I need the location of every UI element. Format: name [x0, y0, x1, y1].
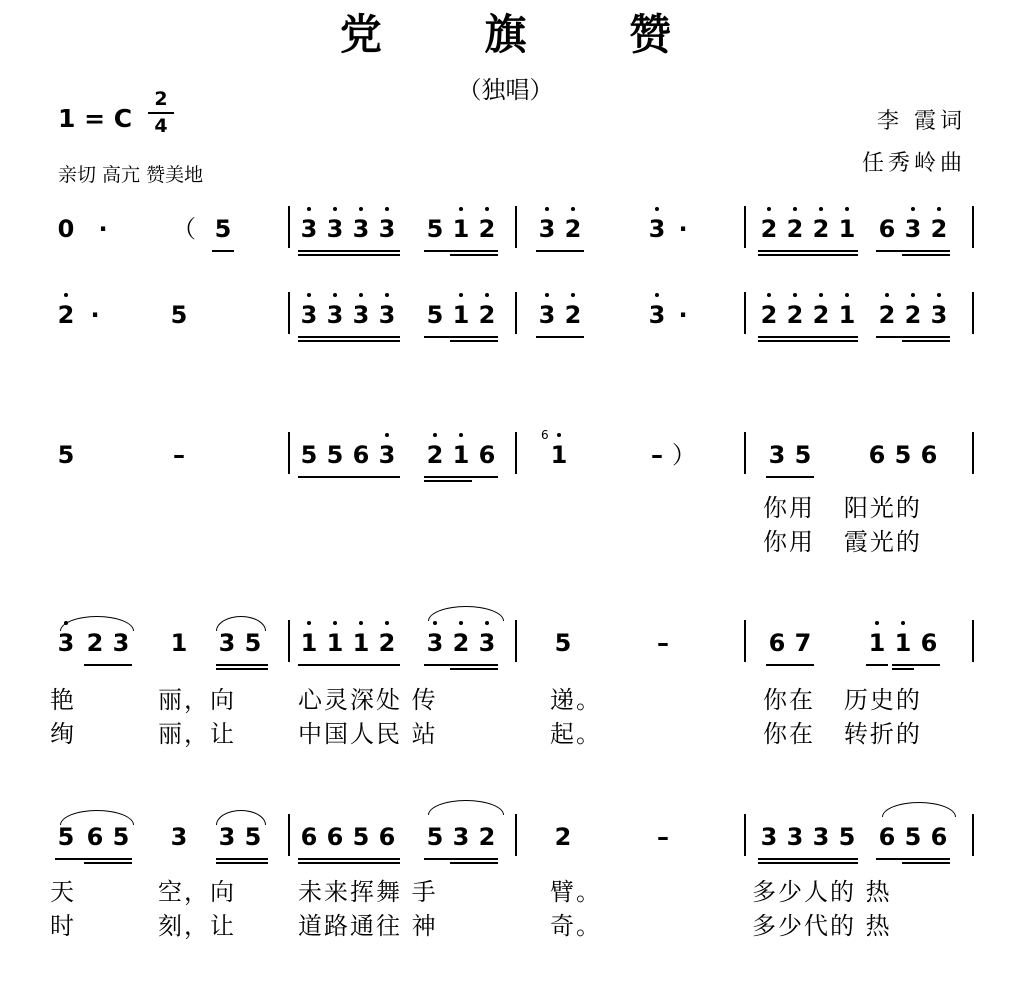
lyric-line-3-verse-2: 你用 霞光的 [763, 528, 922, 556]
lyric-5-2-v2: 刻，让 [158, 912, 236, 940]
lyric-5-5-v2: 多少代的 热 [752, 912, 892, 940]
lyric-5-5-v1: 多少人的 热 [752, 878, 892, 906]
lyric-4-2-v2: 丽，让 [158, 720, 236, 748]
lyric-4-2-v1: 丽，向 [158, 686, 236, 714]
lyric-4-1-v2: 绚 [50, 720, 76, 748]
meter-top: 2 [154, 88, 168, 110]
lyric-5-4-v2: 奇。 [550, 912, 602, 940]
composer-credit: 任秀岭曲 [861, 151, 966, 176]
lyric-4-1-v1: 艳 [50, 686, 76, 714]
song-title: 党 旗 赞 [339, 10, 716, 59]
lyric-4-5-v2: 你在 转折的 [763, 720, 922, 748]
score-line-2: 2 · 5 3 3 3 3 5 1 2 3 2 3 · 2 2 2 1 2 2 3 [0, 300, 1011, 360]
grace-note: 6 [541, 428, 549, 442]
score-line-4: 3 2 3 1 3 5 1 1 1 2 3 2 3 5 – 6 7 1 1 6 [0, 628, 1011, 688]
score-line-3: 5 – 5 5 6 3 2 1 6 6 1 – ） 3 5 6 5 6 [0, 440, 1011, 500]
lyric-line-3-verse-1: 你用 阳光的 [763, 494, 922, 522]
lyric-5-3-v2: 道路通往 神 [298, 912, 438, 940]
song-subtitle: （独唱） [457, 76, 554, 104]
lyric-5-4-v1: 臂。 [550, 878, 602, 906]
lyric-4-4-v1: 递。 [550, 686, 602, 714]
lyric-4-4-v2: 起。 [550, 720, 602, 748]
time-signature [148, 90, 174, 136]
score-line-5: 5 6 5 3 3 5 6 6 5 6 5 3 2 2 – 3 3 3 5 6 5 6 [0, 822, 1011, 882]
lyric-5-2-v1: 空，向 [158, 878, 236, 906]
lyricist-credit: 李 霞词 [877, 109, 966, 134]
tempo-marking: 亲切 高亢 赞美地 [58, 164, 204, 186]
score-line-1: 0 · （ 5 3 3 3 3 5 1 2 3 2 3 · 2 2 2 1 6 3 2 [0, 214, 1011, 274]
lyric-4-5-v1: 你在 历史的 [763, 686, 922, 714]
key-signature: 1 = C [58, 104, 133, 133]
meter-bottom: 4 [154, 115, 168, 137]
lyric-4-3-v2: 中国人民 站 [298, 720, 438, 748]
lyric-5-1-v1: 天 [50, 878, 76, 906]
lyric-5-3-v1: 未来挥舞 手 [298, 878, 438, 906]
lyric-4-3-v1: 心灵深处 传 [298, 686, 438, 714]
lyric-5-1-v2: 时 [50, 912, 76, 940]
